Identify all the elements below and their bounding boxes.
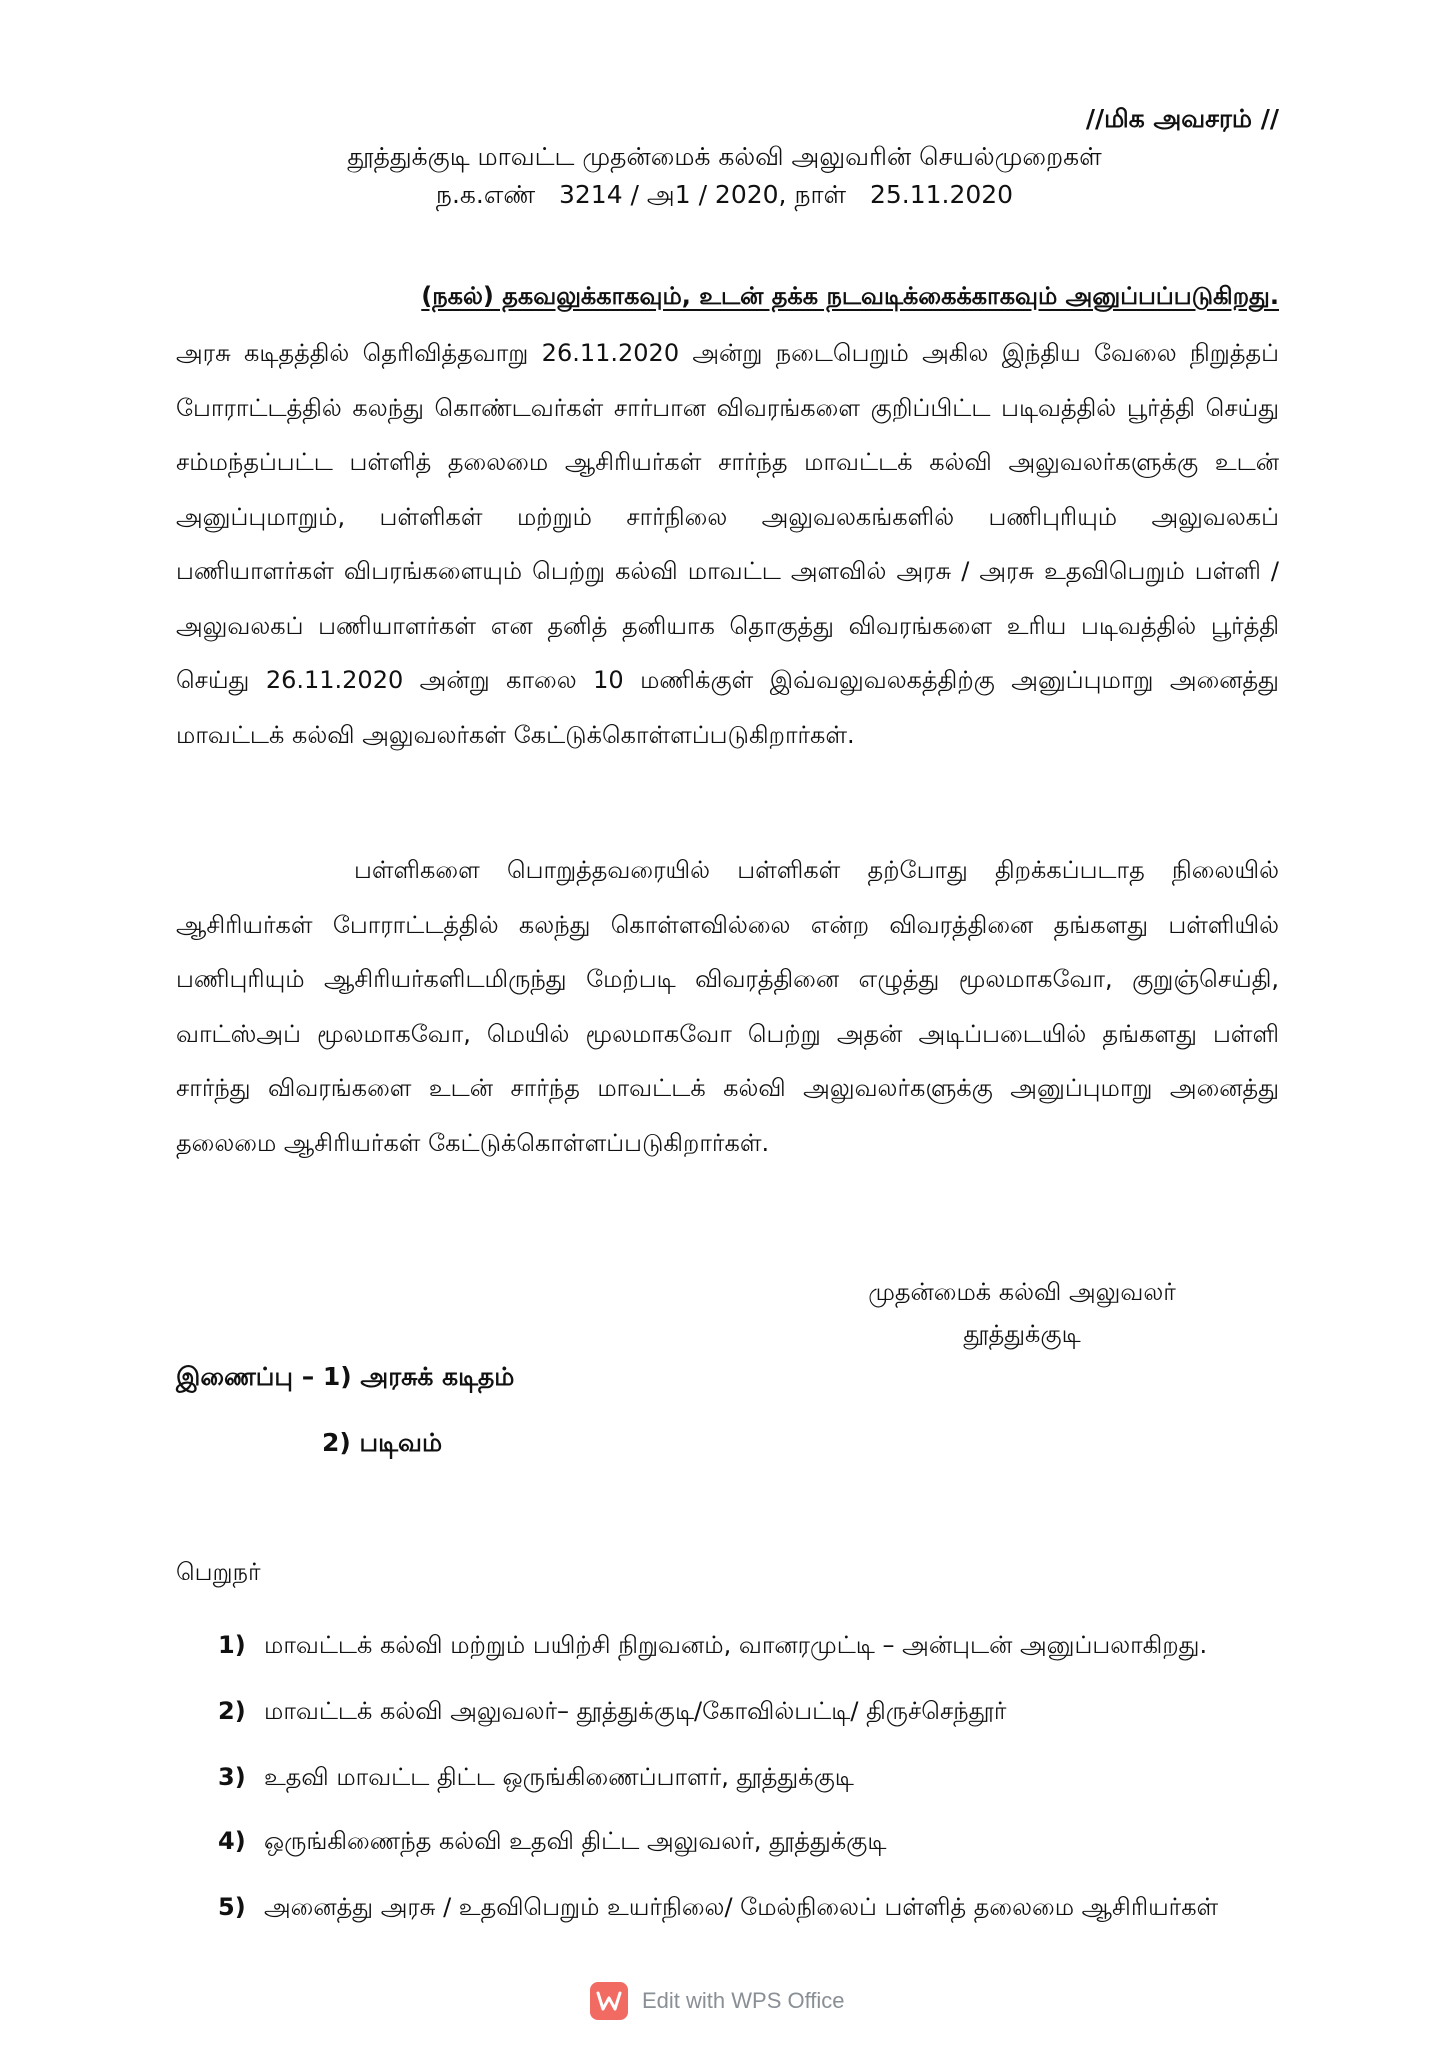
- list-item-number: 3): [218, 1763, 246, 1791]
- urgent-marker: //மிக அவசரம் //: [1085, 104, 1279, 133]
- office-title: தூத்துக்குடி மாவட்ட முதன்மைக் கல்வி அலுவரின் செயல்முறைகள்: [347, 142, 1102, 171]
- subject-line: (நகல்) தகவலுக்காகவும், உடன் தக்க நடவடிக்கைக்காகவும் அனுப்பப்படுகிறது.: [421, 282, 1279, 310]
- list-item-text: மாவட்டக் கல்வி மற்றும் பயிற்சி நிறுவனம், வானரமுட்டி – அன்புடன் அனுப்பலாகிறது.: [264, 1631, 1208, 1659]
- list-item-text: ஒருங்கிணைந்த கல்வி உதவி திட்ட அலுவலர், தூத்துக்குடி: [264, 1827, 887, 1855]
- reference-number: ந.க.எண் 3214 / அ1 / 2020, நாள் 25.11.2020: [435, 180, 1014, 209]
- wps-logo-icon: [590, 1982, 628, 2020]
- body-paragraph-1: அரசு கடிதத்தில் தெரிவித்தவாறு 26.11.2020 அன்று நடைபெறும் அகில இந்திய வேலை நிறுத்தப் போராட்டத்தில் கலந்து கொண்டவர்கள் சார்பான விவரங்களை குறிப்பிட்ட படிவத்தில் பூர்த்தி செய்து சம்மந்தப்பட்ட பள்ளித் தலைமை ஆசிரியர்கள் சார்ந்த மாவட்டக் கல்வி அலுவலர்களுக்கு உடன் அனுப்புமாறும், பள்ளிகள் மற்றும் சார்நிலை அலுவலகங்களில் பணிபுரியும் அலுவலகப் பணியாளர்கள் விபரங்களையும் பெற்று கல்வி மாவட்ட அளவில் அரசு / அரசு உதவிபெறும் பள்ளி / அலுவலகப் பணியாளர்கள் என தனித் தனியாக தொகுத்து விவரங்களை உரிய படிவத்தில் பூர்த்தி செய்து 26.11.2020 அன்று காலை 10 மணிக்குள் இவ்வலுவலகத்திற்கு அனுப்புமாறு அனைத்து மாவட்டக் கல்வி அலுவலர்கள் கேட்டுக்கொள்ளப்படுகிறார்கள்.: [176, 339, 1279, 749]
- enclosure-1: இணைப்பு – 1) அரசுக் கடிதம்: [176, 1362, 515, 1391]
- list-item: [218, 1758, 1280, 1796]
- signature-place: தூத்துக்குடி: [963, 1320, 1081, 1348]
- body-paragraph-2: பள்ளிகளை பொறுத்தவரையில் பள்ளிகள் தற்போது திறக்கப்படாத நிலையில் ஆசிரியர்கள் போராட்டத்தில் கலந்து கொள்ளவில்லை என்ற விவரத்தினை தங்களது பள்ளியில் பணிபுரியும் ஆசிரியர்களிடமிருந்து மேற்படி விவரத்தினை எழுத்து மூலமாகவோ, குறுஞ்செய்தி, வாட்ஸ்அப் மூலமாகவோ, மெயில் மூலமாகவோ பெற்று அதன் அடிப்படையில் தங்களது பள்ளி சார்ந்து விவரங்களை உடன் சார்ந்த மாவட்டக் கல்வி அலுவலர்களுக்கு அனுப்புமாறு அனைத்து தலைமை ஆசிரியர்கள் கேட்டுக்கொள்ளப்படுகிறார்கள்.: [176, 856, 1279, 1157]
- enclosure-2: 2) படிவம்: [322, 1428, 443, 1457]
- list-item: [218, 1888, 1280, 1926]
- list-item-text: மாவட்டக் கல்வி அலுவலர்– தூத்துக்குடி/கோவில்பட்டி/ திருச்செந்தூர்: [264, 1697, 1007, 1725]
- list-item-text: அனைத்து அரசு / உதவிபெறும் உயர்நிலை/ மேல்நிலைப் பள்ளித் தலைமை ஆசிரியர்கள்: [264, 1893, 1219, 1921]
- list-item-number: 5): [218, 1893, 246, 1921]
- wps-watermark-label: Edit with WPS Office: [642, 1988, 845, 2013]
- signature-designation: முதன்மைக் கல்வி அலுவலர்: [868, 1278, 1176, 1306]
- wps-watermark[interactable]: [590, 1982, 845, 2020]
- list-item-text: உதவி மாவட்ட திட்ட ஒருங்கிணைப்பாளர், தூத்துக்குடி: [264, 1763, 854, 1791]
- recipients-title: பெறுநர்: [176, 1558, 261, 1586]
- list-item: [218, 1626, 1280, 1664]
- list-item-number: 1): [218, 1631, 246, 1659]
- list-item: [218, 1822, 1280, 1860]
- list-item-number: 2): [218, 1697, 246, 1725]
- list-item-number: 4): [218, 1827, 246, 1855]
- list-item: [218, 1692, 1280, 1730]
